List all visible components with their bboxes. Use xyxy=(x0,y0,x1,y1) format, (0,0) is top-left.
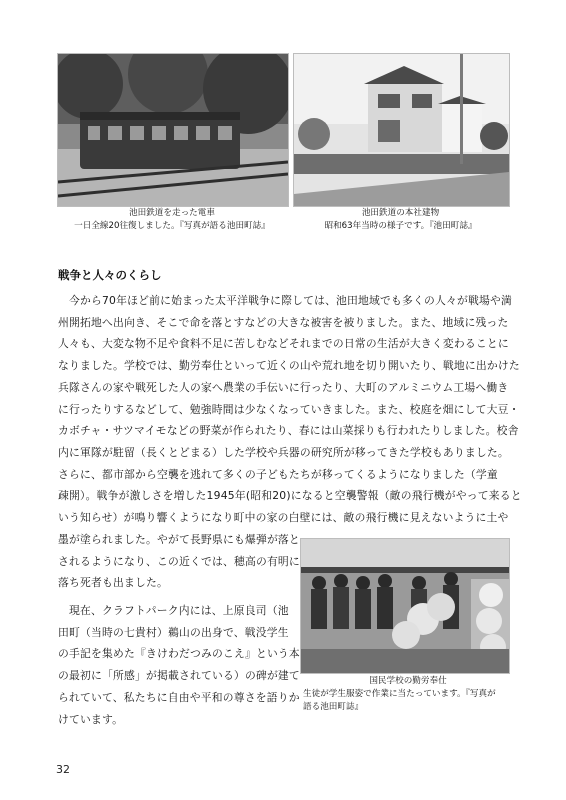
paragraph-line: 人々も、大変な物不足や食料不足に苦しむなどそれまでの日常の生活が大きく変わることに xyxy=(58,337,509,351)
paragraph-line: されるようになり、この近くでは、穂高の有明に xyxy=(58,554,300,568)
paragraph-1 xyxy=(58,290,522,529)
students-caption-line-1: 国民学校の勤労奉仕 xyxy=(369,676,447,686)
building-caption-line-2: 昭和63年当時の様子です。『池田町誌』 xyxy=(324,221,477,231)
train-caption-line-2: 一日全線20往復しました。『写真が語る池田町誌』 xyxy=(74,221,270,231)
paragraph-1-continued xyxy=(58,529,298,594)
paragraph-line: さらに、都市部から空襲を逃れて多くの子どもたちが移ってくるようになりました（学童 xyxy=(58,467,498,481)
paragraph-line: 内に軍隊が駐留（長くとどまる）した学校や兵器の研究所が移ってきた学校もありました。 xyxy=(58,445,509,459)
building-photo xyxy=(293,53,510,207)
building-caption xyxy=(293,207,508,233)
train-illustration xyxy=(58,54,288,206)
students-caption xyxy=(303,675,513,714)
students-caption-line-2: 生徒が学生服姿で作業に当たっています。『写真が xyxy=(303,689,496,699)
students-caption-line-3: 語る池田町誌』 xyxy=(303,702,364,712)
train-caption xyxy=(57,207,287,233)
paragraph-line: カボチャ・サツマイモなどの野菜が作られたり、春には山菜採りも行われたりしました。校舎 xyxy=(58,424,519,438)
building-illustration xyxy=(294,54,509,206)
train-photo xyxy=(57,53,289,207)
paragraph-line: 州開拓地へ出向き、そこで命を落とすなどの大きな被害を被りました。また、地域に残った xyxy=(58,315,509,329)
paragraph-line: に行ったりするなどして、勉強時間は少なくなっていきました。また、校庭を畑にして大豆・ xyxy=(58,402,520,416)
paragraph-line: られていて、私たちに自由や平和の尊さを語りか xyxy=(58,690,300,704)
paragraph-line: いう知らせ）が鳴り響くようになり町中の家の白壁には、敵の飛行機に見えないように土や xyxy=(58,511,509,525)
paragraph-line: 田町（当時の七貴村）鵜山の出身で、戦没学生 xyxy=(58,625,289,639)
paragraph-line: 落ち死者も出ました。 xyxy=(58,576,168,590)
paragraph-line: の最初に「所感」が掲載されている）の碑が建て xyxy=(58,669,300,683)
paragraph-line: 墨が塗られました。やがて長野県にも爆弾が落と xyxy=(58,533,300,546)
students-illustration xyxy=(301,539,509,673)
train-caption-line-1: 池田鉄道を走った電車 xyxy=(129,208,215,218)
paragraph-line: なりました。学校では、勤労奉仕といって近くの山や荒れ地を切り開いたり、戦地に出かけた xyxy=(58,359,520,373)
building-caption-line-1: 池田鉄道の本社建物 xyxy=(361,208,440,218)
paragraph-line: 兵隊さんの家や戦死した人の家へ農業の手伝いに行ったり、大町のアルミニウム工場へ働き xyxy=(58,380,509,394)
paragraph-line: 現在、クラフトパーク内には、上原良司（池 xyxy=(58,604,289,617)
page-number: 32 xyxy=(56,763,70,776)
students-photo xyxy=(300,538,510,674)
paragraph-line: 疎開）。戦争が激しさを増した1945年(昭和20)になると空襲警報（敵の飛行機がやって来ると xyxy=(58,489,522,503)
paragraph-2 xyxy=(58,600,298,730)
paragraph-line: けています。 xyxy=(58,712,124,726)
section-heading: 戦争と人々のくらし xyxy=(58,268,162,282)
paragraph-line: 今から70年ほど前に始まった太平洋戦争に際しては、池田地域でも多くの人々が戦場や満 xyxy=(58,294,513,307)
paragraph-line: の手記を集めた『きけわだつみのこえ』という本 xyxy=(58,647,300,661)
